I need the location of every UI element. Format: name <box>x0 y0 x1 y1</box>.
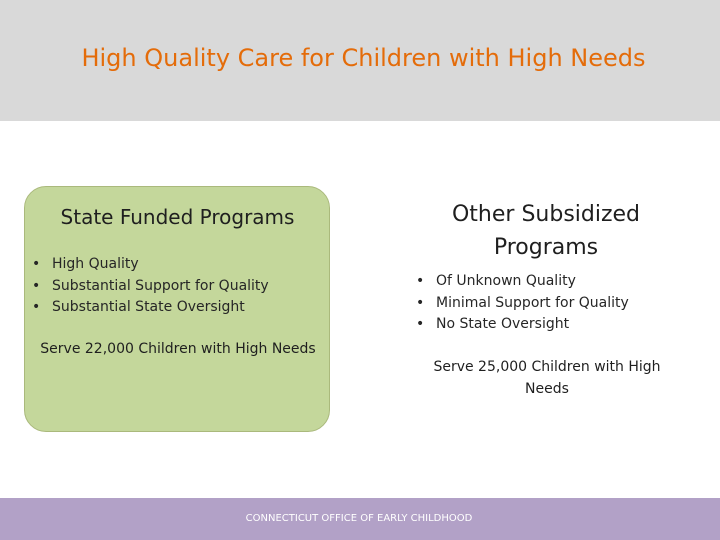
state-funded-heading: State Funded Programs <box>60 205 295 229</box>
other-subsidized-bullet-list <box>412 271 629 336</box>
list-item: • No State Oversight <box>412 314 629 336</box>
other-subsidized-heading: Other Subsidized Programs <box>451 202 641 260</box>
list-item: • Substantial State Oversight <box>28 297 269 319</box>
slide-title: High Quality Care for Children with High Needs <box>81 44 646 72</box>
other-subsidized-serve-text: Serve 25,000 Children with High Needs <box>433 359 661 397</box>
state-funded-serve-text: Serve 22,000 Children with High Needs <box>40 341 316 357</box>
footer-text: CONNECTICUT OFFICE OF EARLY CHILDHOOD <box>245 513 473 524</box>
state-funded-bullet-list <box>28 254 269 319</box>
list-item: • High Quality <box>28 254 269 276</box>
list-item: • Substantial Support for Quality <box>28 276 269 298</box>
list-item: • Minimal Support for Quality <box>412 293 629 315</box>
list-item: • Of Unknown Quality <box>412 271 629 293</box>
